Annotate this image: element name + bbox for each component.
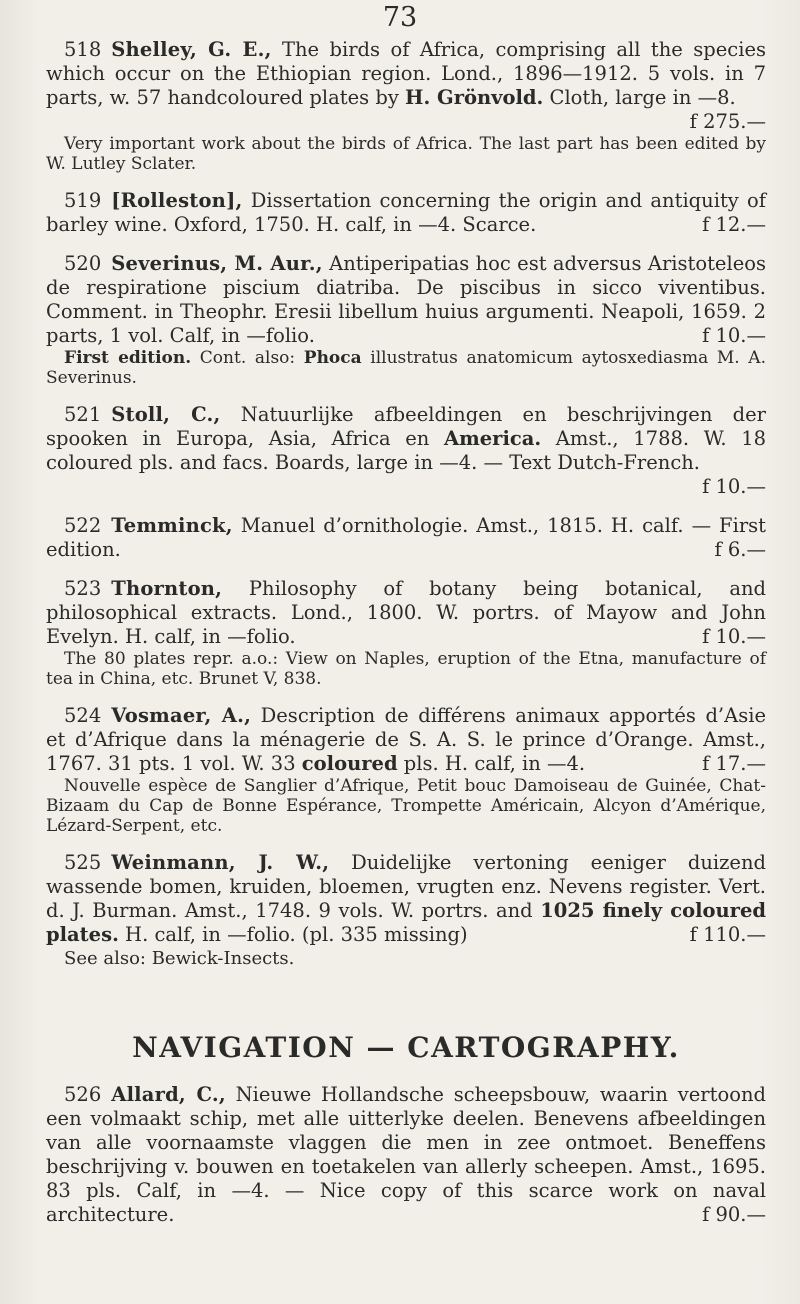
entry-text — [46, 252, 766, 348]
lot-number: 520 — [64, 252, 102, 275]
entry-text — [46, 514, 766, 562]
entry-description: Antiperipatias hoc est adversus Aristoteleos de respiratione piscium diatriba. De piscibus in sicco viventibus. Comment. in Theophr. Eresii libellum huius argumenti. Neapoli, 1659. 2 parts, 1 vol. Calf, in —folio. — [46, 252, 766, 347]
price: f 275.— — [689, 110, 766, 133]
entry-text — [46, 704, 766, 776]
note-emphasis: First edition. — [64, 348, 192, 368]
catalogue-entry-524 — [46, 704, 766, 836]
entry-note: Very important work about the birds of Africa. The last part has been edited by W. Lutley Sclater. — [46, 134, 766, 174]
lot-number: 526 — [64, 1083, 102, 1106]
entry-description-cont: H. calf, in —folio. (pl. 335 missing) — [118, 923, 468, 946]
entry-description: Dissertation concerning the origin and antiquity of barley wine. Oxford, 1750. H. calf, in —4. Scarce. — [46, 189, 766, 236]
entry-description: Description de différens animaux apportés d’Asie et d’Afrique dans la ménagerie de S. A. S. le prince d’Orange. Amst., 1767. 31 pts. 1 vol. W. 33 — [46, 704, 766, 775]
catalogue-entry-522 — [46, 514, 766, 562]
author: Stoll, C., — [111, 403, 221, 426]
catalogue-content — [46, 38, 766, 1242]
lot-number: 525 — [64, 851, 102, 874]
entry-description: Philosophy of botany being botanical, and philosophical extracts. Lond., 1800. W. portrs. of Mayow and John Evelyn. H. calf, in —folio. — [46, 577, 766, 648]
author: Thornton, — [111, 577, 223, 600]
price: f 110.— — [689, 923, 766, 946]
price: f 6.— — [714, 538, 766, 561]
catalogue-entry-521 — [46, 403, 766, 499]
section-heading: NAVIGATION — CARTOGRAPHY. — [132, 1031, 680, 1064]
entry-emphasis: 1025 finely coloured plates. — [46, 899, 766, 946]
entry-emphasis: coloured — [301, 752, 398, 775]
see-also-reference: See also: Bewick-Insects. — [64, 948, 295, 969]
catalogue-entry-523 — [46, 577, 766, 689]
lot-number: 521 — [64, 403, 102, 426]
entry-text — [46, 1083, 766, 1227]
entry-description: Natuurlijke afbeeldingen en beschrijvingen der spooken in Europa, Asia, Africa en — [46, 403, 766, 450]
price: f 10.— — [702, 475, 766, 498]
lot-number: 518 — [64, 38, 102, 61]
note-text: illustratus anatomicum aytosxediasma M. A. Severinus. — [46, 348, 766, 388]
entry-text — [46, 38, 766, 133]
price: f 10.— — [702, 324, 766, 347]
page-number: 73 — [382, 2, 418, 33]
author: Shelley, G. E., — [111, 38, 272, 61]
author: Allard, C., — [111, 1083, 226, 1106]
author: [Rolleston], — [111, 189, 243, 212]
entry-text — [46, 189, 766, 237]
lot-number: 523 — [64, 577, 102, 600]
author: Vosmaer, A., — [111, 704, 252, 727]
author: Temminck, — [111, 514, 233, 537]
catalogue-entry-520 — [46, 252, 766, 388]
author: Severinus, M. Aur., — [111, 252, 323, 275]
lot-number: 522 — [64, 514, 102, 537]
note-emphasis: Phoca — [303, 348, 362, 368]
entry-description-cont: Amst., 1788. W. 18 coloured pls. and facs. Boards, large in —4. — Text Dutch-French. — [46, 427, 767, 474]
price: f 90.— — [702, 1203, 766, 1226]
price: f 10.— — [702, 625, 766, 648]
entry-emphasis: America. — [444, 427, 542, 450]
lot-number: 524 — [64, 704, 102, 727]
entry-description: Manuel d’ornithologie. Amst., 1815. H. calf. — First edition. — [46, 514, 766, 561]
catalogue-entry-525 — [46, 851, 766, 971]
note-text: Cont. also: — [191, 348, 304, 368]
entry-text — [46, 851, 766, 947]
entry-text — [46, 403, 767, 498]
lot-number: 519 — [64, 189, 102, 212]
entry-text — [46, 577, 766, 649]
entry-description: The birds of Africa, comprising all the species which occur on the Ethiopian region. Lond., 1896—1912. 5 vols. in 7 parts, w. 57 handcoloured plates by — [46, 38, 766, 109]
entry-note: The 80 plates repr. a.o.: View on Naples, eruption of the Etna, manufacture of tea in China, etc. Brunet V, 838. — [46, 649, 766, 689]
author: Weinmann, J. W., — [111, 851, 330, 874]
entry-emphasis: H. Grönvold. — [405, 86, 544, 109]
entry-description: Duidelijke vertoning eeniger duizend wassende bomen, kruiden, bloemen, vrugten enz. Nevens register. Vert. d. J. Burman. Amst., 1748. 9 vols. W. portrs. and — [46, 851, 766, 922]
entry-note: Nouvelle espèce de Sanglier d’Afrique, Petit bouc Damoiseau de Guinée, Chat-Bizaam du Cap de Bonne Espérance, Trompette Américain, Alcyon d’Amérique, Lézard-Serpent, etc. — [46, 776, 766, 836]
catalogue-entry-519 — [46, 189, 766, 237]
catalogue-entry-518 — [46, 38, 766, 174]
entry-note — [46, 348, 766, 388]
price: f 12.— — [702, 213, 766, 236]
entry-description-cont: pls. H. calf, in —4. — [397, 752, 586, 775]
catalogue-entry-526 — [46, 1083, 766, 1227]
price: f 17.— — [702, 752, 766, 775]
entry-description: Nieuwe Hollandsche scheepsbouw, waarin vertoond een volmaakt schip, met alle uitterlyke deelen. Benevens afbeeldingen van alle voornaamste vlaggen die men in zee ontmoet. Beneffens beschrijving v. bouwen en toetakelen van allerly scheepen. Amst., 1695. 83 pls. Calf, in —4. — Nice copy of this scarce work on naval architecture. — [46, 1083, 766, 1226]
entry-description-cont: Cloth, large in —8. — [543, 86, 736, 109]
